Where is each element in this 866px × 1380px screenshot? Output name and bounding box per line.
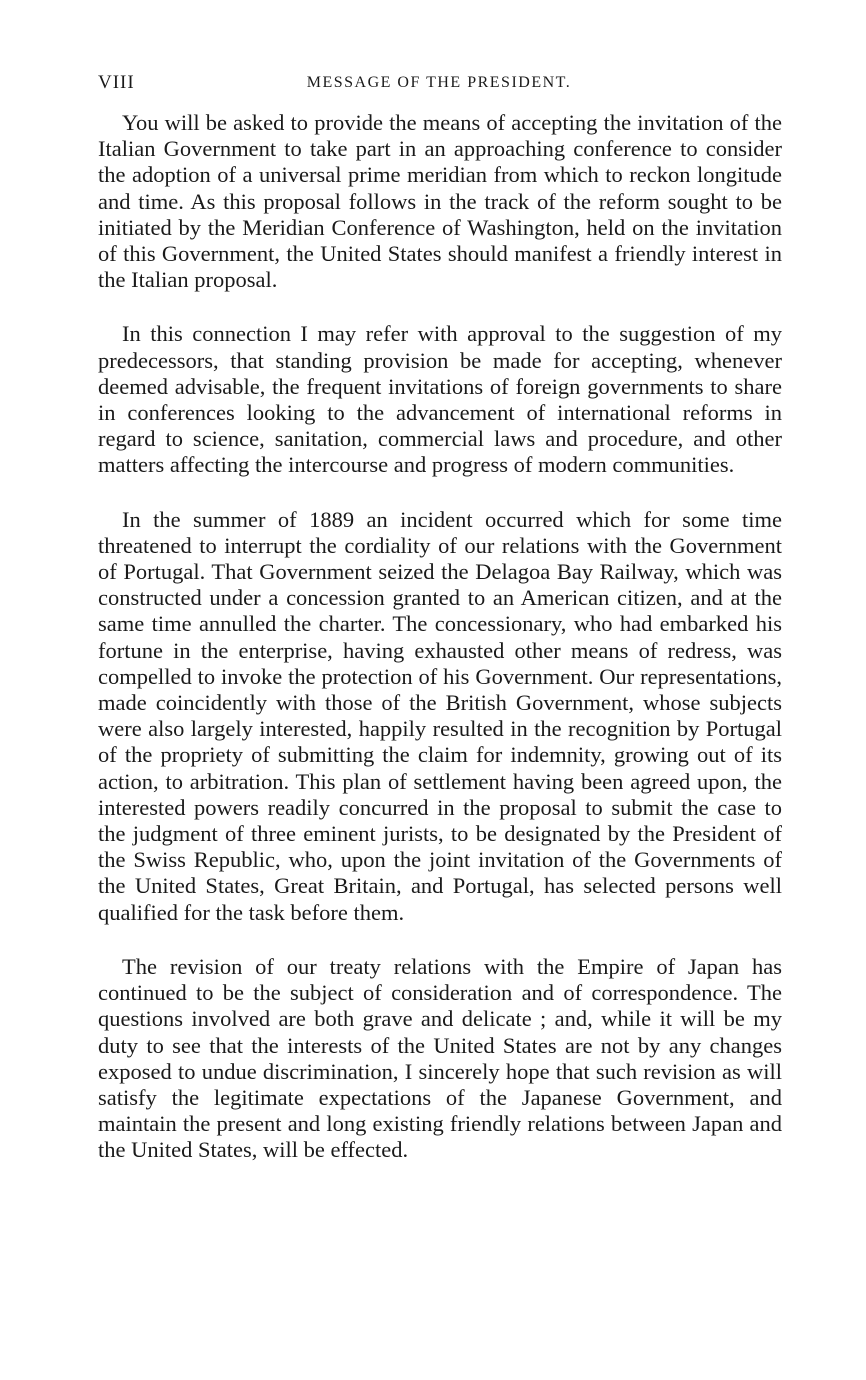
paragraph-japan-treaty: The revision of our treaty relations with the Empire of Japan has continued to be the subject of consideration and of correspondence. The questions involved are both grave and delicate ; and, while it will be my duty to see that the interests of the United States are not by any changes exposed to undue discrimination, I sincerely hope that such revision as will satisfy the legitimate expectations of the Japanese Government, and maintain the present and long existing friendly relations between Japan and the United States, will be effected. <box>98 953 782 1163</box>
page-header <box>98 72 780 100</box>
paragraph-portugal-railway: In the summer of 1889 an incident occurred which for some time threatened to interrupt the cordiality of our relations with the Government of Portugal. That Government seized the Delagoa Bay Railway, which was constructed under a concession granted to an American citizen, and at the same time annulled the charter. The concessionary, who had embarked his fortune in the enterprise, having exhausted other means of redress, was compelled to invoke the protection of his Government. Our representations, made coincidently with those of the British Government, whose subjects were also largely interested, happily resulted in the recognition by Portugal of the propriety of submitting the claim for indemnity, growing out of its action, to arbitration. This plan of settlement having been agreed upon, the interested powers readily concurred in the proposal to submit the case to the judgment of three eminent jurists, to be designated by the President of the Swiss Republic, who, upon the joint invitation of the Governments of the United States, Great Britain, and Portugal, has selected persons well qualified for the task before them. <box>98 506 782 925</box>
paragraph-italian-conference: You will be asked to provide the means of accepting the invitation of the Italian Government to take part in an approaching conference to consider the adoption of a universal prime meridian from which to reckon longitude and time. As this proposal follows in the track of the reform sought to be initiated by the Meridian Conference of Washington, held on the invitation of this Government, the United States should manifest a friendly interest in the Italian proposal. <box>98 110 782 293</box>
page-number: VIII <box>98 72 135 93</box>
running-head: MESSAGE OF THE PRESIDENT. <box>306 74 572 91</box>
body-text <box>98 110 782 1192</box>
paragraph-international-conferences: In this connection I may refer with approval to the suggestion of my predecessors, that standing provision be made for accepting, whenever deemed advisable, the frequent invitations of foreign governments to share in conferences looking to the advancement of international reforms in regard to science, sanitation, commercial laws and procedure, and other matters affecting the intercourse and progress of modern communities. <box>98 321 782 478</box>
